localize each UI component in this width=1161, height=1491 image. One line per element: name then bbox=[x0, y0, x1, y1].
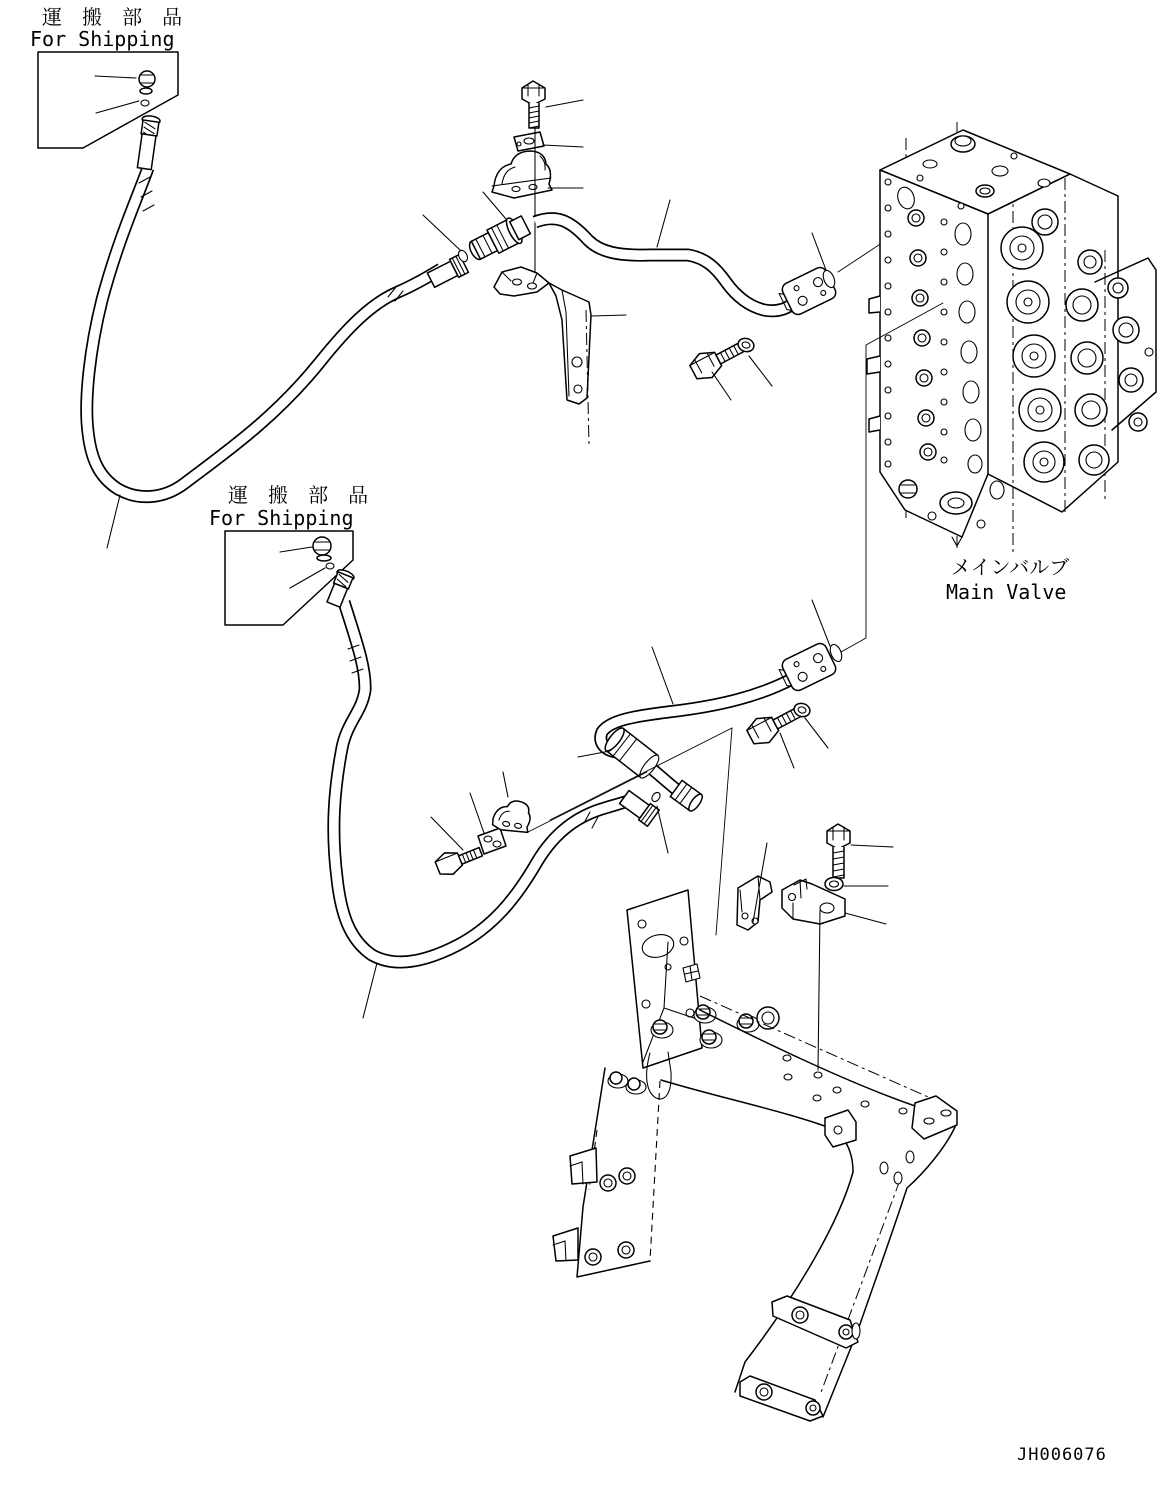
main-valve-label-en: Main Valve bbox=[946, 580, 1067, 604]
o-ring-top-box bbox=[141, 100, 149, 106]
shipping-mid-label-jp: 運 搬 部 品 bbox=[228, 483, 373, 507]
washer-3 bbox=[825, 878, 843, 891]
main-valve-label-jp: メインバルブ bbox=[951, 555, 1070, 579]
drawing-number: JH006076 bbox=[1017, 1445, 1107, 1465]
shipping-plug-top bbox=[139, 71, 155, 94]
shipping-top-label-jp: 運 搬 部 品 bbox=[42, 5, 187, 29]
shipping-top-label-en: For Shipping bbox=[30, 27, 175, 51]
frame-mount-point bbox=[814, 1072, 822, 1078]
shipping-mid-label-en: For Shipping bbox=[209, 506, 354, 530]
o-ring-mid-box bbox=[326, 563, 334, 569]
